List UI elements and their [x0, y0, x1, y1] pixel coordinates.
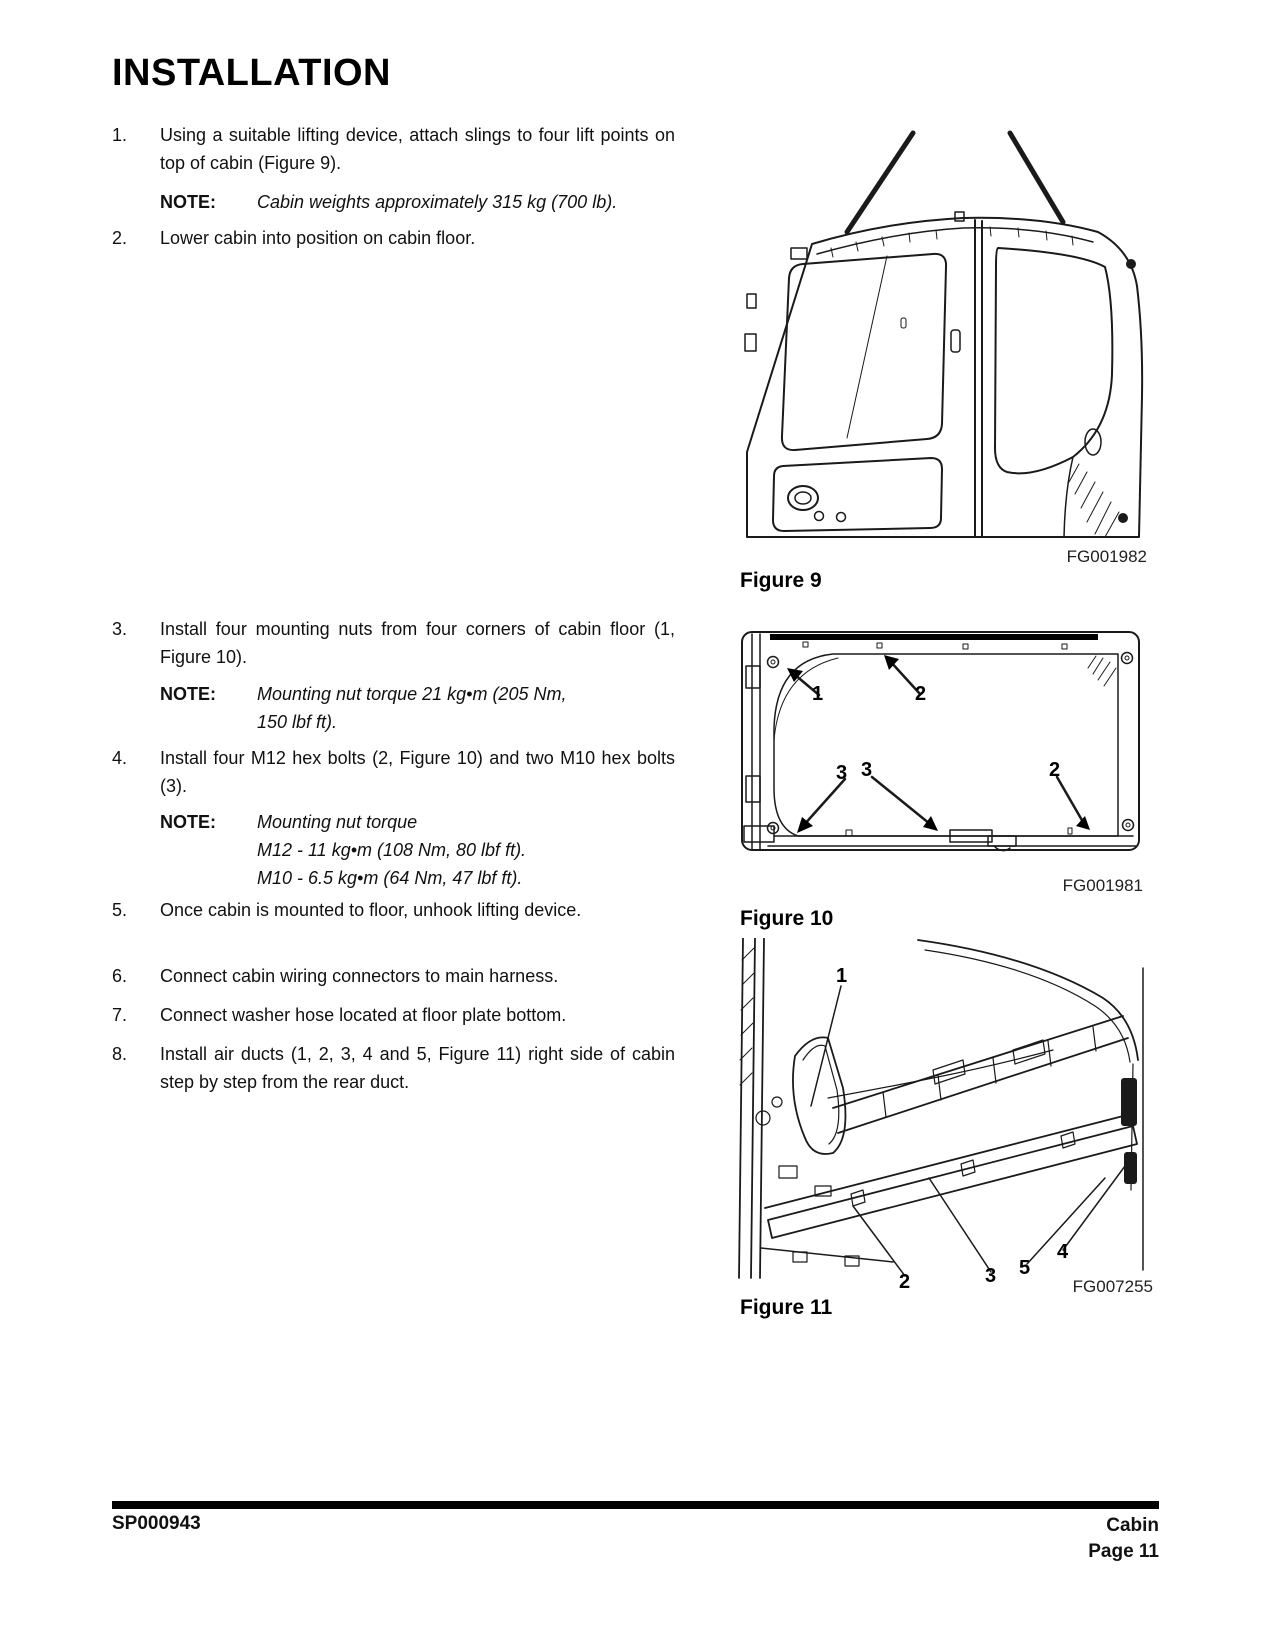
- step-number: 8.: [112, 1044, 128, 1064]
- figure-9-code: FG001982: [1066, 547, 1147, 566]
- note-line: Mounting nut torque 21 kg•m (205 Nm,: [257, 684, 567, 704]
- note-3: [112, 808, 675, 892]
- figure-10-caption: Figure 10: [740, 907, 834, 930]
- step-number: 5.: [112, 900, 128, 920]
- footer-page-label: Page 11: [1088, 1541, 1159, 1562]
- step-number: 2.: [112, 228, 128, 248]
- figure-10-code: FG001981: [1062, 876, 1143, 895]
- figure-10-callout: 2: [1049, 759, 1061, 781]
- figure-10-callout: 3: [861, 759, 873, 781]
- step-6: [112, 962, 675, 990]
- figure-10-callout: 3: [836, 762, 848, 784]
- figure-9-caption: Figure 9: [740, 569, 822, 592]
- step-text: Connect washer hose located at floor plate bottom.: [160, 1005, 567, 1025]
- step-number: 7.: [112, 1005, 128, 1025]
- step-text: Connect cabin wiring connectors to main harness.: [160, 966, 559, 986]
- figure-10-callout: 2: [915, 683, 927, 705]
- step-4: [112, 744, 675, 800]
- figure-11-callout: 1: [836, 965, 848, 987]
- figure-11-callout: 2: [899, 1271, 911, 1293]
- figure-11-caption: Figure 11: [740, 1296, 833, 1319]
- footer-right-block: [1088, 1513, 1159, 1565]
- step-text: Install four mounting nuts from four corners of cabin floor (1, Figure 10).: [160, 619, 675, 667]
- figure-10-drawing: [738, 628, 1143, 858]
- step-number: 1.: [112, 125, 128, 145]
- note-line: Cabin weights approximately 315 kg (700 lb).: [257, 192, 618, 212]
- note-line: M12 - 11 kg•m (108 Nm, 80 lbf ft).: [257, 840, 527, 860]
- figure-11-code: FG007255: [1072, 1277, 1153, 1296]
- step-number: 6.: [112, 966, 128, 986]
- step-3: [112, 615, 675, 671]
- step-text: Once cabin is mounted to floor, unhook lifting device.: [160, 900, 582, 920]
- footer-section: Cabin: [1106, 1515, 1159, 1536]
- step-text: Install air ducts (1, 2, 3, 4 and 5, Figure 11) right side of cabin step by step from the rear duct.: [160, 1044, 675, 1092]
- step-8: [112, 1040, 675, 1096]
- note-label: NOTE:: [160, 192, 216, 212]
- step-text: Install four M12 hex bolts (2, Figure 10) and two M10 hex bolts (3).: [160, 748, 675, 796]
- figure-11-callout: 4: [1057, 1241, 1069, 1263]
- step-7: [112, 1001, 675, 1029]
- note-line: M10 - 6.5 kg•m (64 Nm, 47 lbf ft).: [257, 868, 523, 888]
- note-label: NOTE:: [160, 684, 216, 704]
- note-label: NOTE:: [160, 812, 216, 832]
- note-2: [112, 680, 675, 736]
- footer-rule: [112, 1501, 1159, 1509]
- figure-10-callout: 1: [812, 683, 824, 705]
- step-number: 3.: [112, 619, 128, 639]
- step-text: Lower cabin into position on cabin floor.: [160, 228, 476, 248]
- note-line: Mounting nut torque: [257, 812, 418, 832]
- figure-11-drawing: [733, 938, 1153, 1283]
- step-2: [112, 224, 675, 252]
- step-1: [112, 121, 675, 177]
- step-number: 4.: [112, 748, 128, 768]
- step-5: [112, 896, 675, 924]
- figure-11-callout: 3: [985, 1265, 997, 1287]
- footer-doc-code: SP000943: [112, 1513, 201, 1534]
- page-title: INSTALLATION: [112, 52, 391, 94]
- step-text: Using a suitable lifting device, attach slings to four lift points on top of cabin (Figure 9).: [160, 125, 675, 173]
- figure-9-drawing: [735, 126, 1150, 551]
- note-1: [112, 188, 675, 216]
- note-line: 150 lbf ft).: [257, 712, 338, 732]
- figure-11-callout: 5: [1019, 1257, 1031, 1279]
